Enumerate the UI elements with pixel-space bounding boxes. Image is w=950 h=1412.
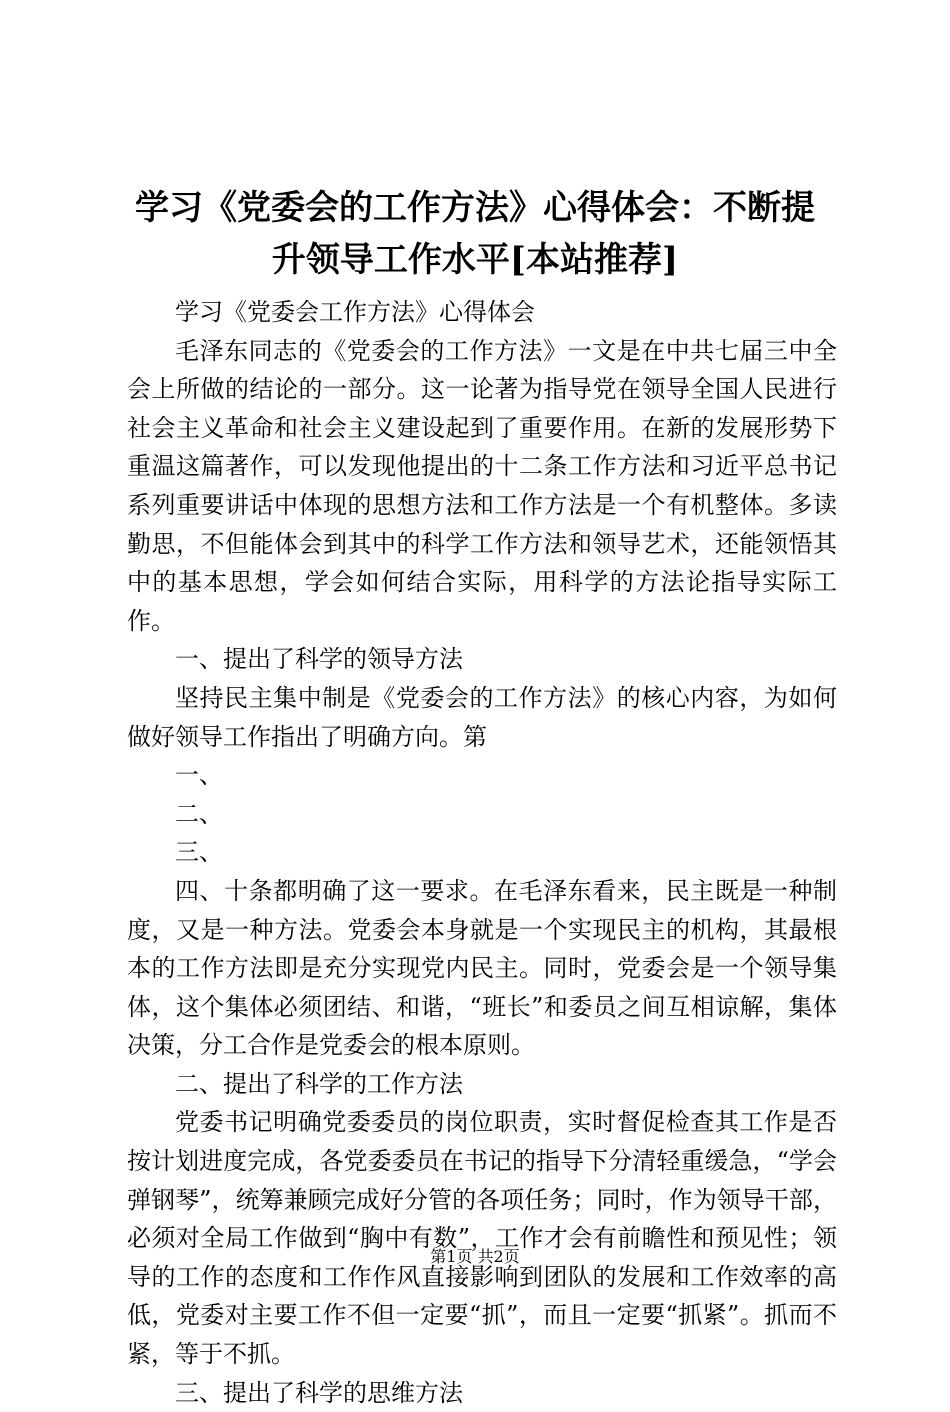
section-heading-2: 二、提出了科学的工作方法	[175, 1069, 463, 1098]
page-footer: 第1页 共2页	[430, 1247, 520, 1266]
list-marker-1: 一、	[175, 761, 223, 790]
subtitle-paragraph: 学习《党委会工作方法》心得体会	[175, 298, 535, 326]
list-marker-2: 二、	[175, 799, 223, 828]
body-paragraph: 党委书记明确党委委员的岗位职责，实时督促检查其工作是否按计划进度完成，各党委委员在书记的指导下分清轻重缓急，“学会弹钢琴”，统筹兼顾完成好分管的各项任务；同时，作为领导干部，必须对全局工作做到“胸中有数”，工作才会有前瞻性和预见性；领导的工作的态度和工作作风直接影响到团队的发展和工作效率的高低，党委对主要工作不但一定要“抓”，而且一定要“抓紧”。抓而不紧，等于不抓。	[127, 1108, 837, 1369]
section-heading-1: 一、提出了科学的领导方法	[175, 645, 463, 674]
page-title-line-2: 升领导工作水平[本站推荐]	[271, 240, 679, 280]
intro-paragraph: 毛泽东同志的《党委会的工作方法》一文是在中共七届三中全会上所做的结论的一部分。这一论著为指导党在领导全国人民进行社会主义革命和社会主义建设起到了重要作用。在新的发展形势下重温这篇著作，可以发现他提出的十二条工作方法和习近平总书记系列重要讲话中体现的思想方法和工作方法是一个有机整体。多读勤思，不但能体会到其中的科学工作方法和领导艺术，还能领悟其中的基本思想，学会如何结合实际，用科学的方法论指导实际工作。	[127, 336, 837, 635]
body-paragraph: 四、十条都明确了这一要求。在毛泽东看来，民主既是一种制度，又是一种方法。党委会本身就是一个实现民主的机构，其最根本的工作方法即是充分实现党内民主。同时，党委会是一个领导集体，这个集体必须团结、和谐，“班长”和委员之间互相谅解，集体决策，分工合作是党委会的根本原则。	[127, 876, 837, 1060]
page-title-line-1: 学习《党委会的工作方法》心得体会：不断提	[135, 188, 815, 228]
body-paragraph: 坚持民主集中制是《党委会的工作方法》的核心内容，为如何做好领导工作指出了明确方向。第	[127, 683, 837, 751]
section-heading-3: 三、提出了科学的思维方法	[175, 1378, 463, 1407]
list-marker-3: 三、	[175, 838, 223, 867]
